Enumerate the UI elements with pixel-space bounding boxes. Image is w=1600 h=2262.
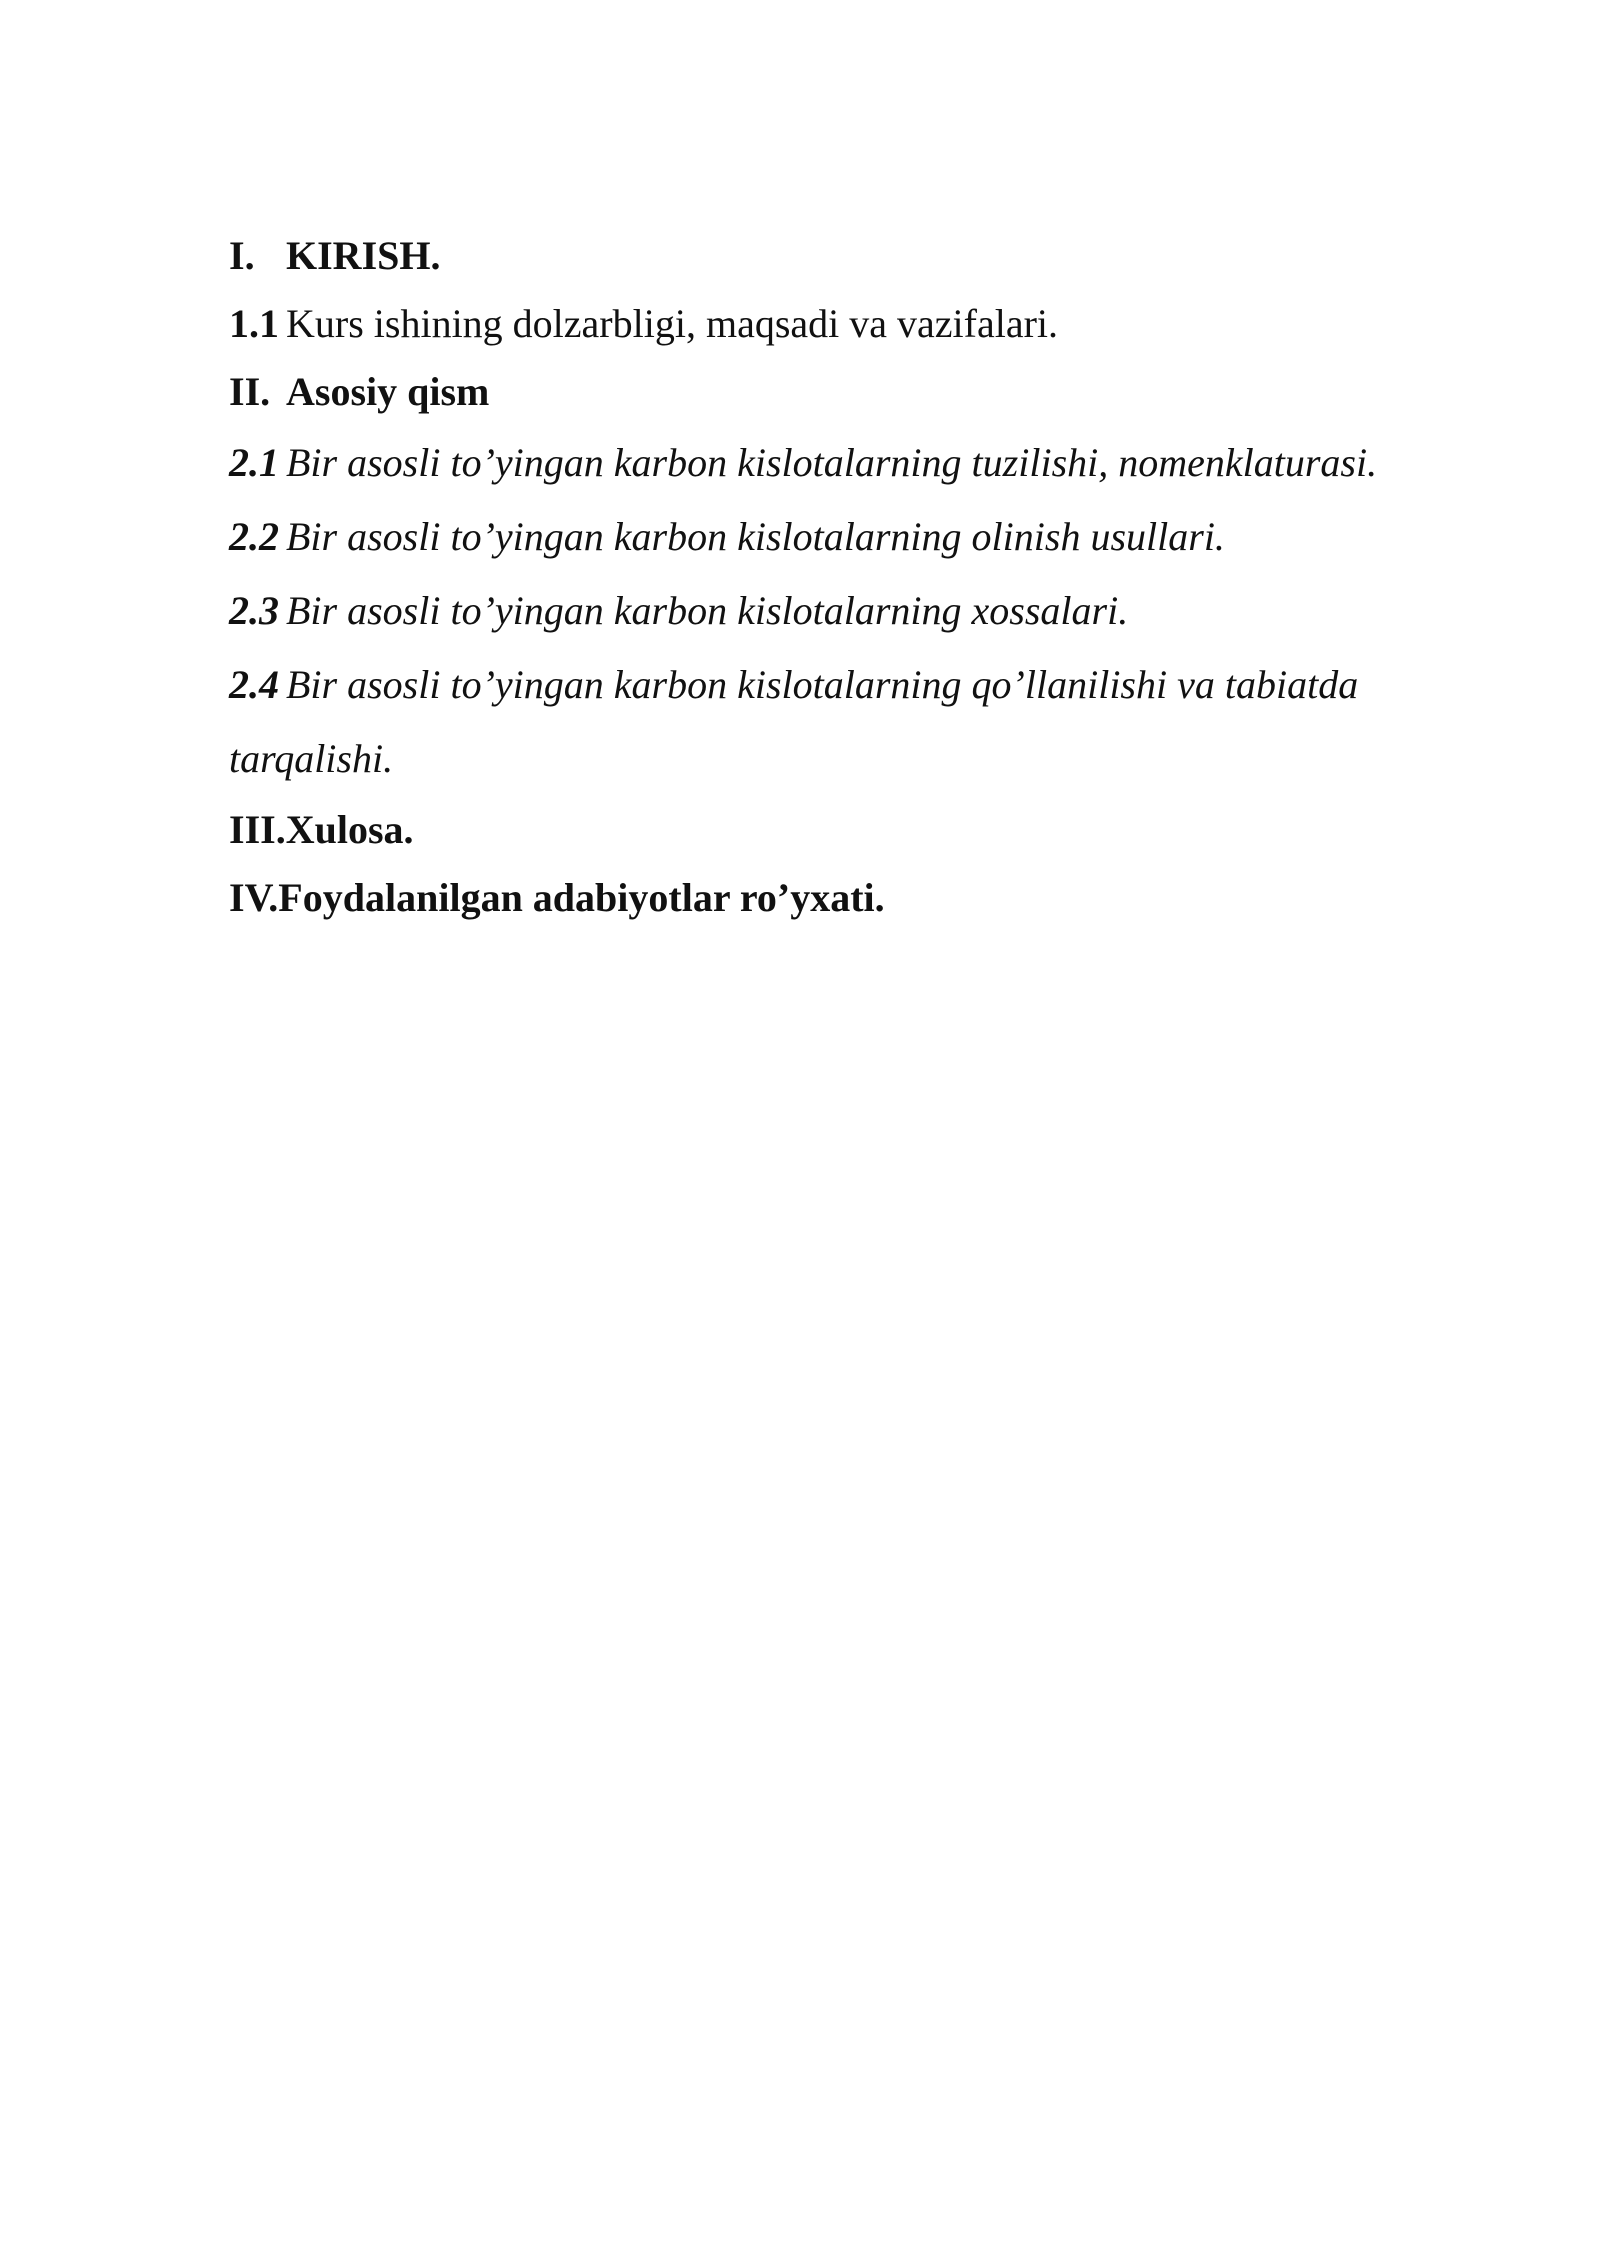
toc-item-number: 1.1: [229, 301, 279, 346]
toc-item-text: Bir asosli to’yingan karbon kislotalarning qo’llanilishi va tabiatda: [286, 662, 1359, 707]
toc-item-2-4-continuation: tarqalishi.: [229, 736, 394, 781]
toc-item-number: 2.2: [229, 514, 279, 559]
toc-item-number: 2.1: [229, 440, 279, 485]
toc-item-text: Asosiy qism: [286, 369, 490, 414]
toc-item-kirish: [229, 222, 1489, 290]
toc-item-number: III.: [229, 807, 286, 852]
toc-item-text: Bir asosli to’yingan karbon kislotalarning tuzilishi, nomenklaturasi.: [286, 440, 1378, 485]
toc-item-text: Bir asosli to’yingan karbon kislotalarning xossalari.: [286, 588, 1129, 633]
toc-item-number: I.: [229, 233, 255, 278]
toc-item-1-1: [229, 290, 1489, 358]
toc-item-2-3: [229, 574, 1489, 648]
table-of-contents: [229, 222, 1489, 932]
toc-item-number: II.: [229, 369, 271, 414]
toc-item-asosiy-qism: [229, 358, 1489, 426]
toc-item-adabiyotlar: [229, 864, 1489, 932]
toc-item-number: 2.3: [229, 588, 279, 633]
toc-item-number: 2.4: [229, 662, 279, 707]
toc-item-text: Xulosa.: [285, 807, 414, 852]
toc-item-text: Foydalanilgan adabiyotlar ro’yxati.: [278, 875, 885, 920]
toc-item-2-2: [229, 500, 1489, 574]
toc-item-text: Bir asosli to’yingan karbon kislotalarning olinish usullari.: [286, 514, 1225, 559]
toc-item-2-4: [229, 648, 1489, 722]
toc-item-number: IV.: [229, 875, 279, 920]
toc-item-text: KIRISH.: [286, 233, 441, 278]
toc-item-2-1: [229, 426, 1489, 500]
toc-item-xulosa: [229, 796, 1489, 864]
toc-item-text: Kurs ishining dolzarbligi, maqsadi va vazifalari.: [286, 301, 1059, 346]
